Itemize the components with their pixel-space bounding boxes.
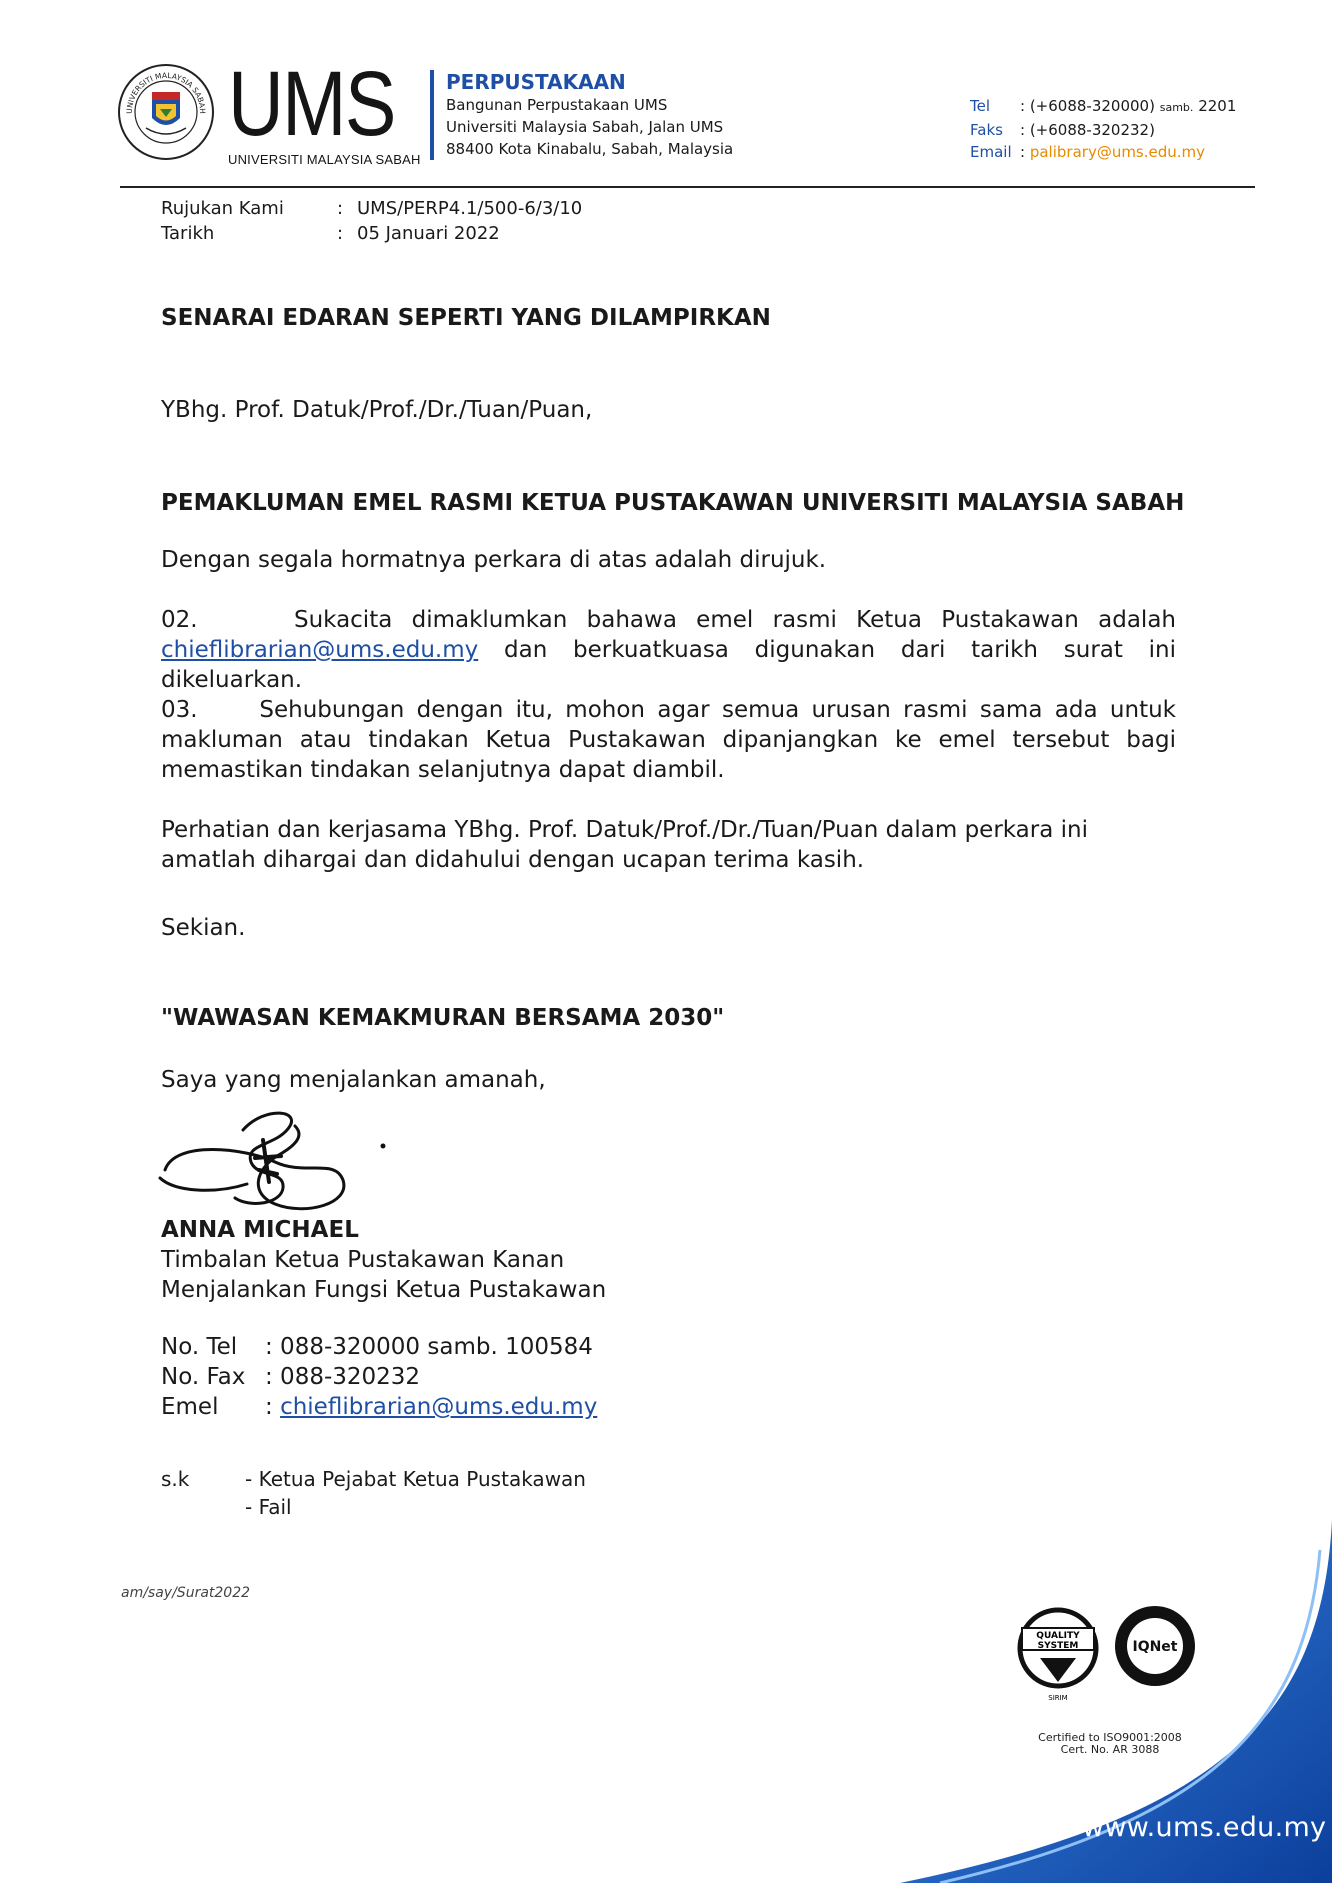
- footer-website-link[interactable]: www.ums.edu.my: [1082, 1812, 1327, 1843]
- paragraph-2: [161, 605, 1176, 695]
- signatory-email-colon: :: [265, 1394, 281, 1420]
- signatory-email-link[interactable]: chieflibrarian@ums.edu.my: [280, 1394, 598, 1420]
- svg-text:QUALITY: QUALITY: [1036, 1631, 1080, 1641]
- paragraph-2-email-link[interactable]: chieflibrarian@ums.edu.my: [161, 637, 479, 663]
- cc-item: - Fail: [245, 1495, 292, 1519]
- certification-line-2: Cert. No. AR 3088: [1060, 1743, 1160, 1756]
- office-name: PERPUSTAKAAN: [446, 70, 626, 94]
- contact-tel-row: [970, 95, 1236, 119]
- contact-email-colon: :: [1020, 143, 1026, 161]
- signatory-contact-block: [161, 1332, 597, 1422]
- contact-email-row: [970, 141, 1236, 163]
- file-reference: am/say/Surat2022: [121, 1585, 251, 1601]
- ums-wordmark-logo: [228, 53, 426, 167]
- cc-label: s.k: [161, 1467, 190, 1491]
- motto: "WAWASAN KEMAKMURAN BERSAMA 2030": [161, 1005, 725, 1031]
- cc-row-1: [161, 1465, 586, 1493]
- date-value: 05 Januari 2022: [357, 223, 500, 244]
- paragraph-2-lead: 02. Sukacita dimaklumkan bahawa emel rasmi Ketua Pustakawan adalah: [161, 607, 1176, 633]
- signatory-fax-value: : 088-320232: [265, 1364, 421, 1390]
- salutation: YBhg. Prof. Datuk/Prof./Dr./Tuan/Puan,: [161, 397, 593, 423]
- paragraph-4: Perhatian dan kerjasama YBhg. Prof. Datuk/Prof./Dr./Tuan/Puan dalam perkara ini amatlah dihargai dan didahului dengan ucapan terima kasih.: [161, 817, 1088, 873]
- letterhead-contact-block: [970, 95, 1236, 163]
- svg-text:IQNet: IQNet: [1132, 1639, 1178, 1655]
- quality-system-badge: [1020, 1610, 1096, 1702]
- paragraph-3: 03. Sehubungan dengan itu, mohon agar semua urusan rasmi sama ada untuk makluman atau tindakan Ketua Pustakawan dipanjangkan ke emel tersebut bagi memastikan tindakan selanjutnya dapat diambil.: [161, 697, 1176, 783]
- cc-row-2: [161, 1493, 586, 1521]
- certification-badges: [1010, 1600, 1210, 1740]
- signatory-tel-label: No. Tel: [161, 1334, 238, 1360]
- paragraph-2-tail: dan berkuatkuasa digunakan dari tarikh surat ini dikeluarkan.: [161, 637, 1176, 693]
- reference-value: UMS/PERP4.1/500-6/3/10: [357, 198, 583, 219]
- signatory-title: Timbalan Ketua Pustakawan Kanan: [161, 1247, 565, 1273]
- signatory-block: [161, 1215, 606, 1305]
- date-row: [161, 221, 582, 246]
- contact-fax-label: Faks: [970, 121, 1003, 139]
- date-colon: :: [337, 223, 344, 244]
- handwritten-signature: [155, 1100, 395, 1230]
- iqnet-badge: [1115, 1606, 1195, 1686]
- certification-text: [1020, 1732, 1200, 1756]
- address-line-3: 88400 Kota Kinabalu, Sabah, Malaysia: [446, 140, 734, 158]
- university-crest-logo: [116, 62, 216, 162]
- office-address-block: [446, 70, 733, 160]
- signatory-email-row: [161, 1392, 597, 1422]
- certification-line-1: Certified to ISO9001:2008: [1038, 1731, 1182, 1744]
- signatory-fax-label: No. Fax: [161, 1364, 246, 1390]
- reference-label: Rujukan Kami: [161, 198, 284, 219]
- trust-line: Saya yang menjalankan amanah,: [161, 1067, 546, 1093]
- contact-email-label: Email: [970, 143, 1012, 161]
- signatory-email-label: Emel: [161, 1394, 219, 1420]
- reference-colon: :: [337, 198, 344, 219]
- date-label: Tarikh: [161, 223, 215, 244]
- address-line-2: Universiti Malaysia Sabah, Jalan UMS: [446, 118, 724, 136]
- contact-tel-label: Tel: [970, 97, 991, 115]
- signatory-tel-row: [161, 1332, 597, 1362]
- svg-text:SYSTEM: SYSTEM: [1037, 1641, 1079, 1651]
- contact-fax-row: [970, 119, 1236, 141]
- letterhead-divider: [430, 70, 434, 160]
- signatory-fax-row: [161, 1362, 597, 1392]
- contact-fax-value: : (+6088-320232): [1020, 121, 1155, 139]
- contact-email-link[interactable]: palibrary@ums.edu.my: [1029, 143, 1206, 161]
- signatory-role: Menjalankan Fungsi Ketua Pustakawan: [161, 1277, 607, 1303]
- address-line-1: Bangunan Perpustakaan UMS: [446, 96, 668, 114]
- cc-item: - Ketua Pejabat Ketua Pustakawan: [245, 1467, 586, 1491]
- contact-tel-value: : (+6088-320000): [1020, 97, 1155, 115]
- ums-logo-university-name: UNIVERSITI MALAYSIA SABAH: [228, 152, 421, 167]
- cc-block: [161, 1465, 586, 1521]
- paragraph-1: Dengan segala hormatnya perkara di atas adalah dirujuk.: [161, 547, 827, 573]
- contact-tel-ext: 2201: [1198, 97, 1237, 115]
- svg-text:UNIVERSITI MALAYSIA SABAH: UNIVERSITI MALAYSIA SABAH: [124, 70, 208, 114]
- signatory-name: ANNA MICHAEL: [161, 1217, 359, 1243]
- ums-logo-letters: UMS: [228, 53, 395, 155]
- signatory-tel-value: : 088-320000 samb. 100584: [265, 1334, 593, 1360]
- letterhead-rule: [120, 186, 1255, 188]
- svg-text:SIRIM: SIRIM: [1048, 1694, 1068, 1702]
- closing: Sekian.: [161, 915, 246, 941]
- recipient-line: SENARAI EDARAN SEPERTI YANG DILAMPIRKAN: [161, 305, 771, 331]
- reference-block: [161, 196, 582, 246]
- letter-subject: PEMAKLUMAN EMEL RASMI KETUA PUSTAKAWAN UNIVERSITI MALAYSIA SABAH: [161, 490, 1185, 516]
- reference-row: [161, 196, 582, 221]
- contact-tel-samb: samb.: [1159, 101, 1194, 114]
